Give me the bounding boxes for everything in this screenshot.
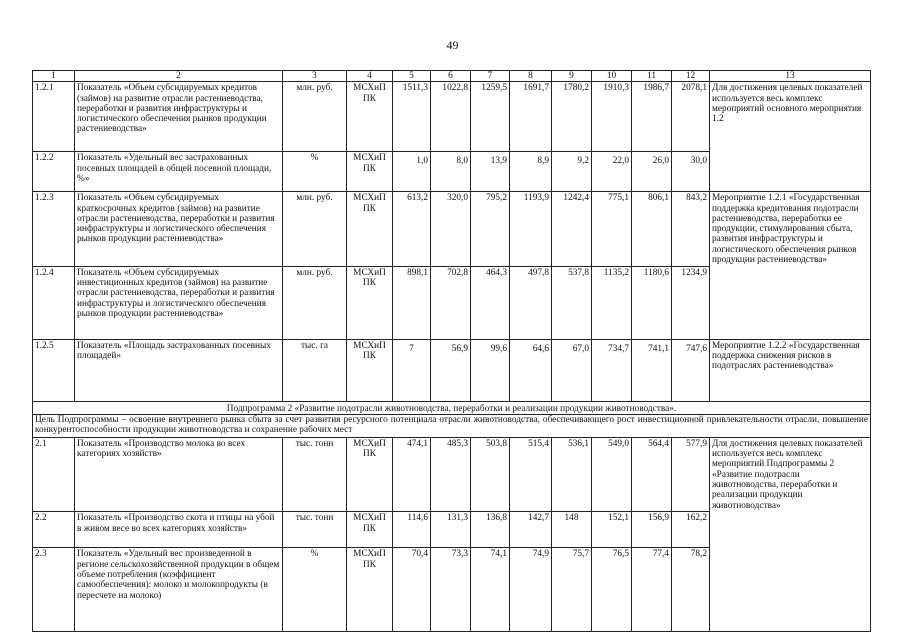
note-cell: [710, 152, 871, 192]
unit-cell: млн. руб.: [283, 82, 347, 152]
org-cell: МСХиП ПК: [347, 82, 393, 152]
row-id: 2.3: [33, 548, 75, 632]
value-cell: 8,0: [431, 152, 471, 192]
col-header: 9: [552, 71, 592, 82]
value-cell: 75,7: [552, 548, 592, 632]
table-row: [33, 339, 871, 401]
table-row: [33, 437, 871, 512]
unit-cell: млн. руб.: [283, 192, 347, 267]
value-cell: 795,2: [471, 192, 510, 267]
value-cell: 56,9: [431, 339, 471, 401]
table-row: [33, 152, 871, 192]
table-row: [33, 192, 871, 267]
row-id: 1.2.5: [33, 339, 75, 401]
note-cell: Для достижения целевых показателей используется весь комплекс мероприятий основного мероприятия 1.2: [710, 82, 871, 152]
value-cell: 1242,4: [552, 192, 592, 267]
value-cell: 26,0: [632, 152, 672, 192]
note-cell: [710, 266, 871, 339]
value-cell: 747,6: [672, 339, 710, 401]
indicator-name: Показатель «Объем субсидируемых краткосрочных кредитов (займов) на развитие отрасли растениеводства, переработки и развития инфраструктуры и логистического обеспечения рынков продукции растениеводства»: [75, 192, 283, 267]
row-id: 1.2.1: [33, 82, 75, 152]
value-cell: 1780,2: [552, 82, 592, 152]
value-cell: 613,2: [393, 192, 431, 267]
indicator-name: Показатель «Производство скота и птицы на убой в живом весе во всех категориях хозяйств»: [75, 512, 283, 548]
value-cell: 156,9: [632, 512, 672, 548]
unit-cell: млн. руб.: [283, 266, 347, 339]
org-cell: МСХиП ПК: [347, 192, 393, 267]
value-cell: 73,3: [431, 548, 471, 632]
subprogram-row: [33, 401, 871, 414]
value-cell: 734,7: [592, 339, 632, 401]
table-row: [33, 266, 871, 339]
value-cell: 8,9: [510, 152, 552, 192]
value-cell: 474,1: [393, 437, 431, 512]
value-cell: 9,2: [552, 152, 592, 192]
value-cell: 162,2: [672, 512, 710, 548]
value-cell: 142,7: [510, 512, 552, 548]
value-cell: 1,0: [393, 152, 431, 192]
table-row: [33, 82, 871, 152]
value-cell: 1691,7: [510, 82, 552, 152]
unit-cell: тыс. тонн: [283, 512, 347, 548]
org-cell: МСХиП ПК: [347, 339, 393, 401]
value-cell: 148: [552, 512, 592, 548]
value-cell: 1193,9: [510, 192, 552, 267]
row-id: 1.2.2: [33, 152, 75, 192]
value-cell: 1180,6: [632, 266, 672, 339]
org-cell: МСХиП ПК: [347, 548, 393, 632]
value-cell: 577,9: [672, 437, 710, 512]
note-cell: [710, 512, 871, 548]
value-cell: 70,4: [393, 548, 431, 632]
note-cell: Мероприятие 1.2.1 «Государственная поддержка кредитования подотрасли растениеводства, переработки ее продукции, стимулирования сбыта, развития инфраструктуры и логистического обеспечения рынков продукции растениеводства»: [710, 192, 871, 267]
col-header: 6: [431, 71, 471, 82]
goal-row: [33, 415, 871, 438]
value-cell: 485,3: [431, 437, 471, 512]
value-cell: 74,1: [471, 548, 510, 632]
value-cell: 2078,1: [672, 82, 710, 152]
value-cell: 537,8: [552, 266, 592, 339]
unit-cell: %: [283, 548, 347, 632]
value-cell: 22,0: [592, 152, 632, 192]
value-cell: 464,3: [471, 266, 510, 339]
value-cell: 67,0: [552, 339, 592, 401]
value-cell: 64,6: [510, 339, 552, 401]
value-cell: 806,1: [632, 192, 672, 267]
value-cell: 74,9: [510, 548, 552, 632]
value-cell: 76,5: [592, 548, 632, 632]
value-cell: 1910,3: [592, 82, 632, 152]
subprogram-title: Подпрограмма 2 «Развитие подотрасли животноводства, переработки и реализации продукции животноводства».: [33, 401, 871, 414]
col-header: 2: [75, 71, 283, 82]
value-cell: 152,1: [592, 512, 632, 548]
value-cell: 1259,5: [471, 82, 510, 152]
col-header: 8: [510, 71, 552, 82]
col-header: 3: [283, 71, 347, 82]
indicator-name: Показатель «Объем субсидируемых инвестиционных кредитов (займов) на развитие отрасли растениеводства, переработки и развития инфраструктуры и логистического обеспечения рынков продукции растениеводства»: [75, 266, 283, 339]
note-cell: Мероприятие 1.2.2 «Государственная поддержка снижения рисков в подотраслях растениеводства»: [710, 339, 871, 401]
indicator-name: Показатель «Производство молока во всех категориях хозяйств»: [75, 437, 283, 512]
unit-cell: %: [283, 152, 347, 192]
row-id: 1.2.4: [33, 266, 75, 339]
value-cell: 131,3: [431, 512, 471, 548]
value-cell: 77,4: [632, 548, 672, 632]
org-cell: МСХиП ПК: [347, 512, 393, 548]
value-cell: 503,8: [471, 437, 510, 512]
org-cell: МСХиП ПК: [347, 437, 393, 512]
unit-cell: тыс. га: [283, 339, 347, 401]
value-cell: 775,1: [592, 192, 632, 267]
value-cell: 515,4: [510, 437, 552, 512]
header-row: [33, 71, 871, 82]
value-cell: 78,2: [672, 548, 710, 632]
value-cell: 843,2: [672, 192, 710, 267]
row-id: 2.2: [33, 512, 75, 548]
col-header: 13: [710, 71, 871, 82]
value-cell: 136,8: [471, 512, 510, 548]
indicator-name: Показатель «Удельный вес произведенной в регионе сельскохозяйственной продукции в общем объеме потребления (коэффициент самообеспечения): молоко и молокопродукты (в пересчете на молоко): [75, 548, 283, 632]
page-number: 49: [446, 38, 459, 52]
col-header: 7: [471, 71, 510, 82]
value-cell: 13,9: [471, 152, 510, 192]
table-row: [33, 512, 871, 548]
table-row: [33, 548, 871, 632]
org-cell: МСХиП ПК: [347, 266, 393, 339]
value-cell: 1511,3: [393, 82, 431, 152]
indicator-name: Показатель «Удельный вес застрахованных посевных площадей в общей посевной площади, %»: [75, 152, 283, 192]
col-header: 12: [672, 71, 710, 82]
value-cell: 741,1: [632, 339, 672, 401]
value-cell: 536,1: [552, 437, 592, 512]
value-cell: 99,6: [471, 339, 510, 401]
col-header: 1: [33, 71, 75, 82]
value-cell: 114,6: [393, 512, 431, 548]
note-cell: Для достижения целевых показателей используется весь комплекс мероприятий Подпрограммы 2 «Развитие подотрасли животноводства, переработки и реализации продукции животноводства»: [710, 437, 871, 512]
indicators-table: [32, 70, 871, 632]
value-cell: 1234,9: [672, 266, 710, 339]
value-cell: 702,8: [431, 266, 471, 339]
col-header: 4: [347, 71, 393, 82]
note-cell: [710, 548, 871, 632]
col-header: 10: [592, 71, 632, 82]
value-cell: 549,0: [592, 437, 632, 512]
col-header: 5: [393, 71, 431, 82]
indicator-name: Показатель «Объем субсидируемых кредитов (займов) на развитие отрасли растениеводства, переработки и развития инфраструктуры и логистического обеспечения рынков продукции растениеводства»: [75, 82, 283, 152]
row-id: 1.2.3: [33, 192, 75, 267]
subprogram-goal: Цель Подпрограммы – освоение внутреннего рынка сбыта за счет развития ресурсного потенциала отрасли животноводства, обеспечивающего рост инвестиционной привлекательности отрасли, повышение конкурентоспособности продукции животноводства и сохранение рабочих мест: [33, 415, 871, 438]
value-cell: 1986,7: [632, 82, 672, 152]
value-cell: 1022,8: [431, 82, 471, 152]
value-cell: 30,0: [672, 152, 710, 192]
value-cell: 497,8: [510, 266, 552, 339]
value-cell: 1135,2: [592, 266, 632, 339]
value-cell: 898,1: [393, 266, 431, 339]
indicator-name: Показатель «Площадь застрахованных посевных площадей»: [75, 339, 283, 401]
value-cell: 320,0: [431, 192, 471, 267]
col-header: 11: [632, 71, 672, 82]
value-cell: 564,4: [632, 437, 672, 512]
org-cell: МСХиП ПК: [347, 152, 393, 192]
value-cell: 7: [393, 339, 431, 401]
unit-cell: тыс. тонн: [283, 437, 347, 512]
row-id: 2.1: [33, 437, 75, 512]
